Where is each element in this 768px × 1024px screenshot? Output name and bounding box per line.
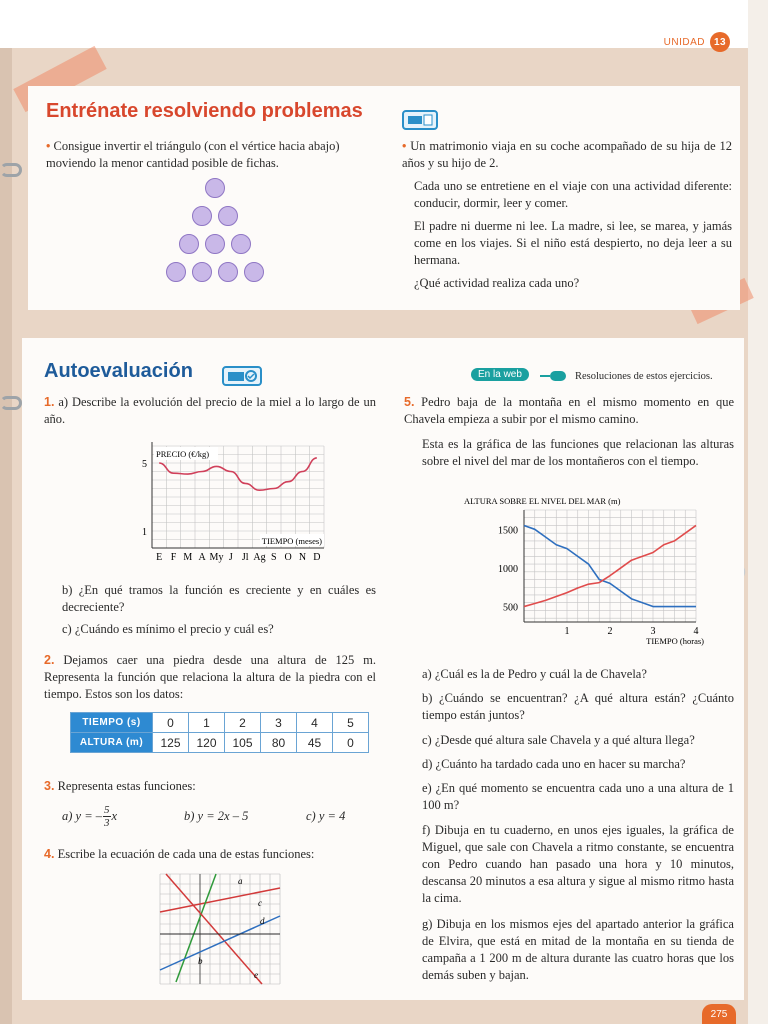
y-tick-label: 500 — [503, 602, 518, 614]
y-tick-label: 1500 — [498, 525, 518, 537]
chip — [231, 234, 251, 254]
line-c — [166, 874, 262, 984]
table-cell: 4 — [297, 713, 333, 733]
y-tick-label: 1 — [142, 527, 147, 538]
line-label-d: d — [260, 916, 265, 926]
question-5-b: b) ¿Cuándo se encuentran? ¿A qué altura están? ¿Cuánto tiempo están juntos? — [422, 691, 734, 722]
table-cell: 45 — [297, 733, 333, 753]
table-cell: 80 — [261, 733, 297, 753]
chip — [244, 262, 264, 282]
function-a-suffix: x — [111, 809, 118, 823]
question-5-intro-text: Pedro baja de la montaña en el mismo momento en que Chavela empieza a subir por el mismo camino. — [404, 395, 735, 426]
table-cell: 3 — [261, 713, 297, 733]
question-5-a: a) ¿Cuál es la de Pedro y cuál la de Chavela? — [422, 667, 647, 681]
web-text: Resoluciones de estos ejercicios. — [575, 371, 713, 382]
line-label-e: e — [254, 970, 258, 980]
autoevaluacion-card — [22, 338, 744, 1000]
problem-2-intro — [402, 138, 732, 172]
entrenate-card — [28, 86, 740, 310]
line-label-c: c — [258, 898, 262, 908]
table-header-time: TIEMPO (s) — [71, 713, 153, 733]
chip — [218, 262, 238, 282]
x-tick-label: 3 — [650, 626, 656, 637]
lines-graph — [158, 872, 282, 986]
table-header-height: ALTURA (m) — [71, 733, 153, 753]
question-5-g: g) Dibuja en los mismos ejes del apartado anterior la gráfica de Elvira, que está en mitad de la montaña en su tienda de campaña a 1 200 m de altura durante las cuatro horas que los demás suben y bajan. — [422, 917, 734, 982]
chip — [205, 234, 225, 254]
line-label-a: a — [238, 876, 243, 886]
chip — [218, 206, 238, 226]
entrenate-title: Entrénate resolviendo problemas — [46, 100, 363, 122]
unit-number-badge: 13 — [710, 32, 730, 52]
x-tick-label: N — [298, 552, 307, 563]
question-2-number: 2. — [44, 653, 55, 667]
web-tag[interactable]: En la web — [471, 368, 529, 381]
table-cell: 125 — [153, 733, 189, 753]
table-row — [71, 713, 369, 733]
page-binding-edge — [0, 0, 12, 1024]
y-tick-label: 5 — [142, 459, 147, 470]
function-a — [62, 804, 117, 829]
table-cell: 5 — [333, 713, 369, 733]
question-1-a-text: a) Describe la evolución del precio de la miel a lo largo de un año. — [44, 395, 377, 426]
problem-1 — [46, 138, 376, 172]
honey-price-chart — [118, 436, 328, 568]
mouse-icon — [540, 369, 568, 381]
page-top-margin — [0, 0, 748, 48]
line-label-b: b — [198, 956, 203, 966]
problem-2-question: ¿Qué actividad realiza cada uno? — [414, 276, 580, 290]
page-number: 275 — [702, 1004, 736, 1024]
x-tick-label: F — [170, 552, 177, 563]
y-tick-label: 1000 — [498, 563, 518, 575]
table-cell: 105 — [225, 733, 261, 753]
question-1-b: b) ¿En qué tramos la función es creciente y en cuáles es decreciente? — [62, 583, 376, 614]
question-4-number: 4. — [44, 847, 55, 861]
question-3 — [44, 778, 376, 795]
check-folder-icon — [222, 366, 262, 386]
autoevaluacion-title: Autoevaluación — [44, 360, 193, 382]
x-axis-label: TIEMPO (meses) — [261, 536, 322, 546]
question-4-text: Escribe la ecuación de cada una de estas funciones: — [57, 847, 315, 861]
x-tick-label: S — [271, 552, 277, 563]
page-right-margin — [748, 0, 768, 1024]
x-tick-label: 1 — [564, 626, 570, 637]
y-axis-label: PRECIO (€/kg) — [156, 449, 210, 459]
fraction-numerator: 5 — [104, 804, 110, 816]
question-4 — [44, 846, 384, 863]
x-tick-label: Ag — [253, 552, 266, 563]
table-cell: 0 — [153, 713, 189, 733]
function-a-prefix: a) y = – — [62, 809, 103, 823]
altitude-chart — [464, 494, 714, 659]
x-axis-label: TIEMPO (horas) — [646, 636, 704, 646]
chip — [192, 262, 212, 282]
bullet-icon: • — [402, 139, 407, 153]
problem-2 — [402, 138, 732, 292]
question-5-intro — [404, 394, 734, 428]
binder-ring-icon — [0, 163, 22, 177]
chip — [166, 262, 186, 282]
x-tick-label: E — [156, 552, 163, 563]
question-2-text: Dejamos caer una piedra desde una altura de 125 m. Representa la función que relaciona la altura de la piedra con el tiempo. Estos son los datos: — [44, 653, 376, 701]
table-row — [71, 733, 369, 753]
x-tick-label: 2 — [607, 626, 613, 637]
binder-ring-icon — [0, 396, 22, 410]
question-3-number: 3. — [44, 779, 55, 793]
x-tick-label: A — [198, 552, 206, 563]
question-1-number: 1. — [44, 395, 55, 409]
chip — [179, 234, 199, 254]
table-cell: 1 — [189, 713, 225, 733]
problem-2-p3: El padre ni duerme ni lee. La madre, si lee, se marea, y jamás come en los viajes. Si el niño está despierto, no deja leer a su hermana. — [414, 219, 732, 267]
stone-data-table — [70, 712, 369, 753]
question-5-number: 5. — [404, 395, 415, 409]
question-5-f: f) Dibuja en tu cuaderno, en unos ejes iguales, la gráfica de Miguel, que sale con Chavela a ritmo constante, se encuentra con Pedro cuando han pasado una hora y 10 minutos, descansa 20 minutos a esa altura y sigue al mismo ritmo hasta la cima. — [422, 823, 734, 905]
x-tick-label: Jl — [241, 552, 249, 563]
problem-1-text: Consigue invertir el triángulo (con el vértice hacia abajo) moviendo la menor cantidad posible de fichas. — [46, 139, 340, 170]
function-c: c) y = 4 — [306, 809, 346, 823]
calculator-icon — [402, 110, 438, 130]
question-5-e: e) ¿En qué momento se encuentra cada uno a una altura de 1 100 m? — [422, 781, 734, 812]
x-tick-label: My — [209, 552, 224, 563]
question-3-text: Representa estas funciones: — [57, 779, 196, 793]
question-1-a — [44, 394, 376, 428]
x-tick-label: 4 — [693, 626, 699, 637]
unit-label: UNIDAD — [663, 36, 705, 48]
bullet-icon: • — [46, 139, 51, 153]
question-2 — [44, 652, 376, 703]
question-5-c: c) ¿Desde qué altura sale Chavela y a qué altura llega? — [422, 733, 695, 747]
chip — [192, 206, 212, 226]
x-tick-label: O — [284, 552, 292, 563]
function-b: b) y = 2x – 5 — [184, 809, 249, 823]
x-tick-label: M — [183, 552, 193, 563]
fraction — [103, 804, 111, 829]
x-tick-label: J — [228, 552, 233, 563]
y-axis-label: ALTURA SOBRE EL NIVEL DEL MAR (m) — [464, 496, 621, 506]
unit-indicator — [664, 32, 730, 52]
table-cell: 2 — [225, 713, 261, 733]
table-cell: 0 — [333, 733, 369, 753]
problem-2-intro-text: Un matrimonio viaja en su coche acompañado de su hija de 12 años y su hijo de 2. — [402, 139, 733, 170]
question-5-d: d) ¿Cuánto ha tardado cada uno en hacer su marcha? — [422, 757, 686, 771]
x-tick-label: D — [313, 552, 321, 563]
question-5-p2: Esta es la gráfica de las funciones que relacionan las alturas sobre el nivel del mar de los montañeros con el tiempo. — [422, 437, 734, 468]
chip — [205, 178, 225, 198]
problem-2-p2: Cada uno se entretiene en el viaje con una actividad diferente: conducir, dormir, leer y comer. — [414, 179, 732, 210]
table-cell: 120 — [189, 733, 225, 753]
question-1-c: c) ¿Cuándo es mínimo el precio y cuál es? — [62, 622, 274, 636]
fraction-denominator: 3 — [104, 817, 110, 829]
